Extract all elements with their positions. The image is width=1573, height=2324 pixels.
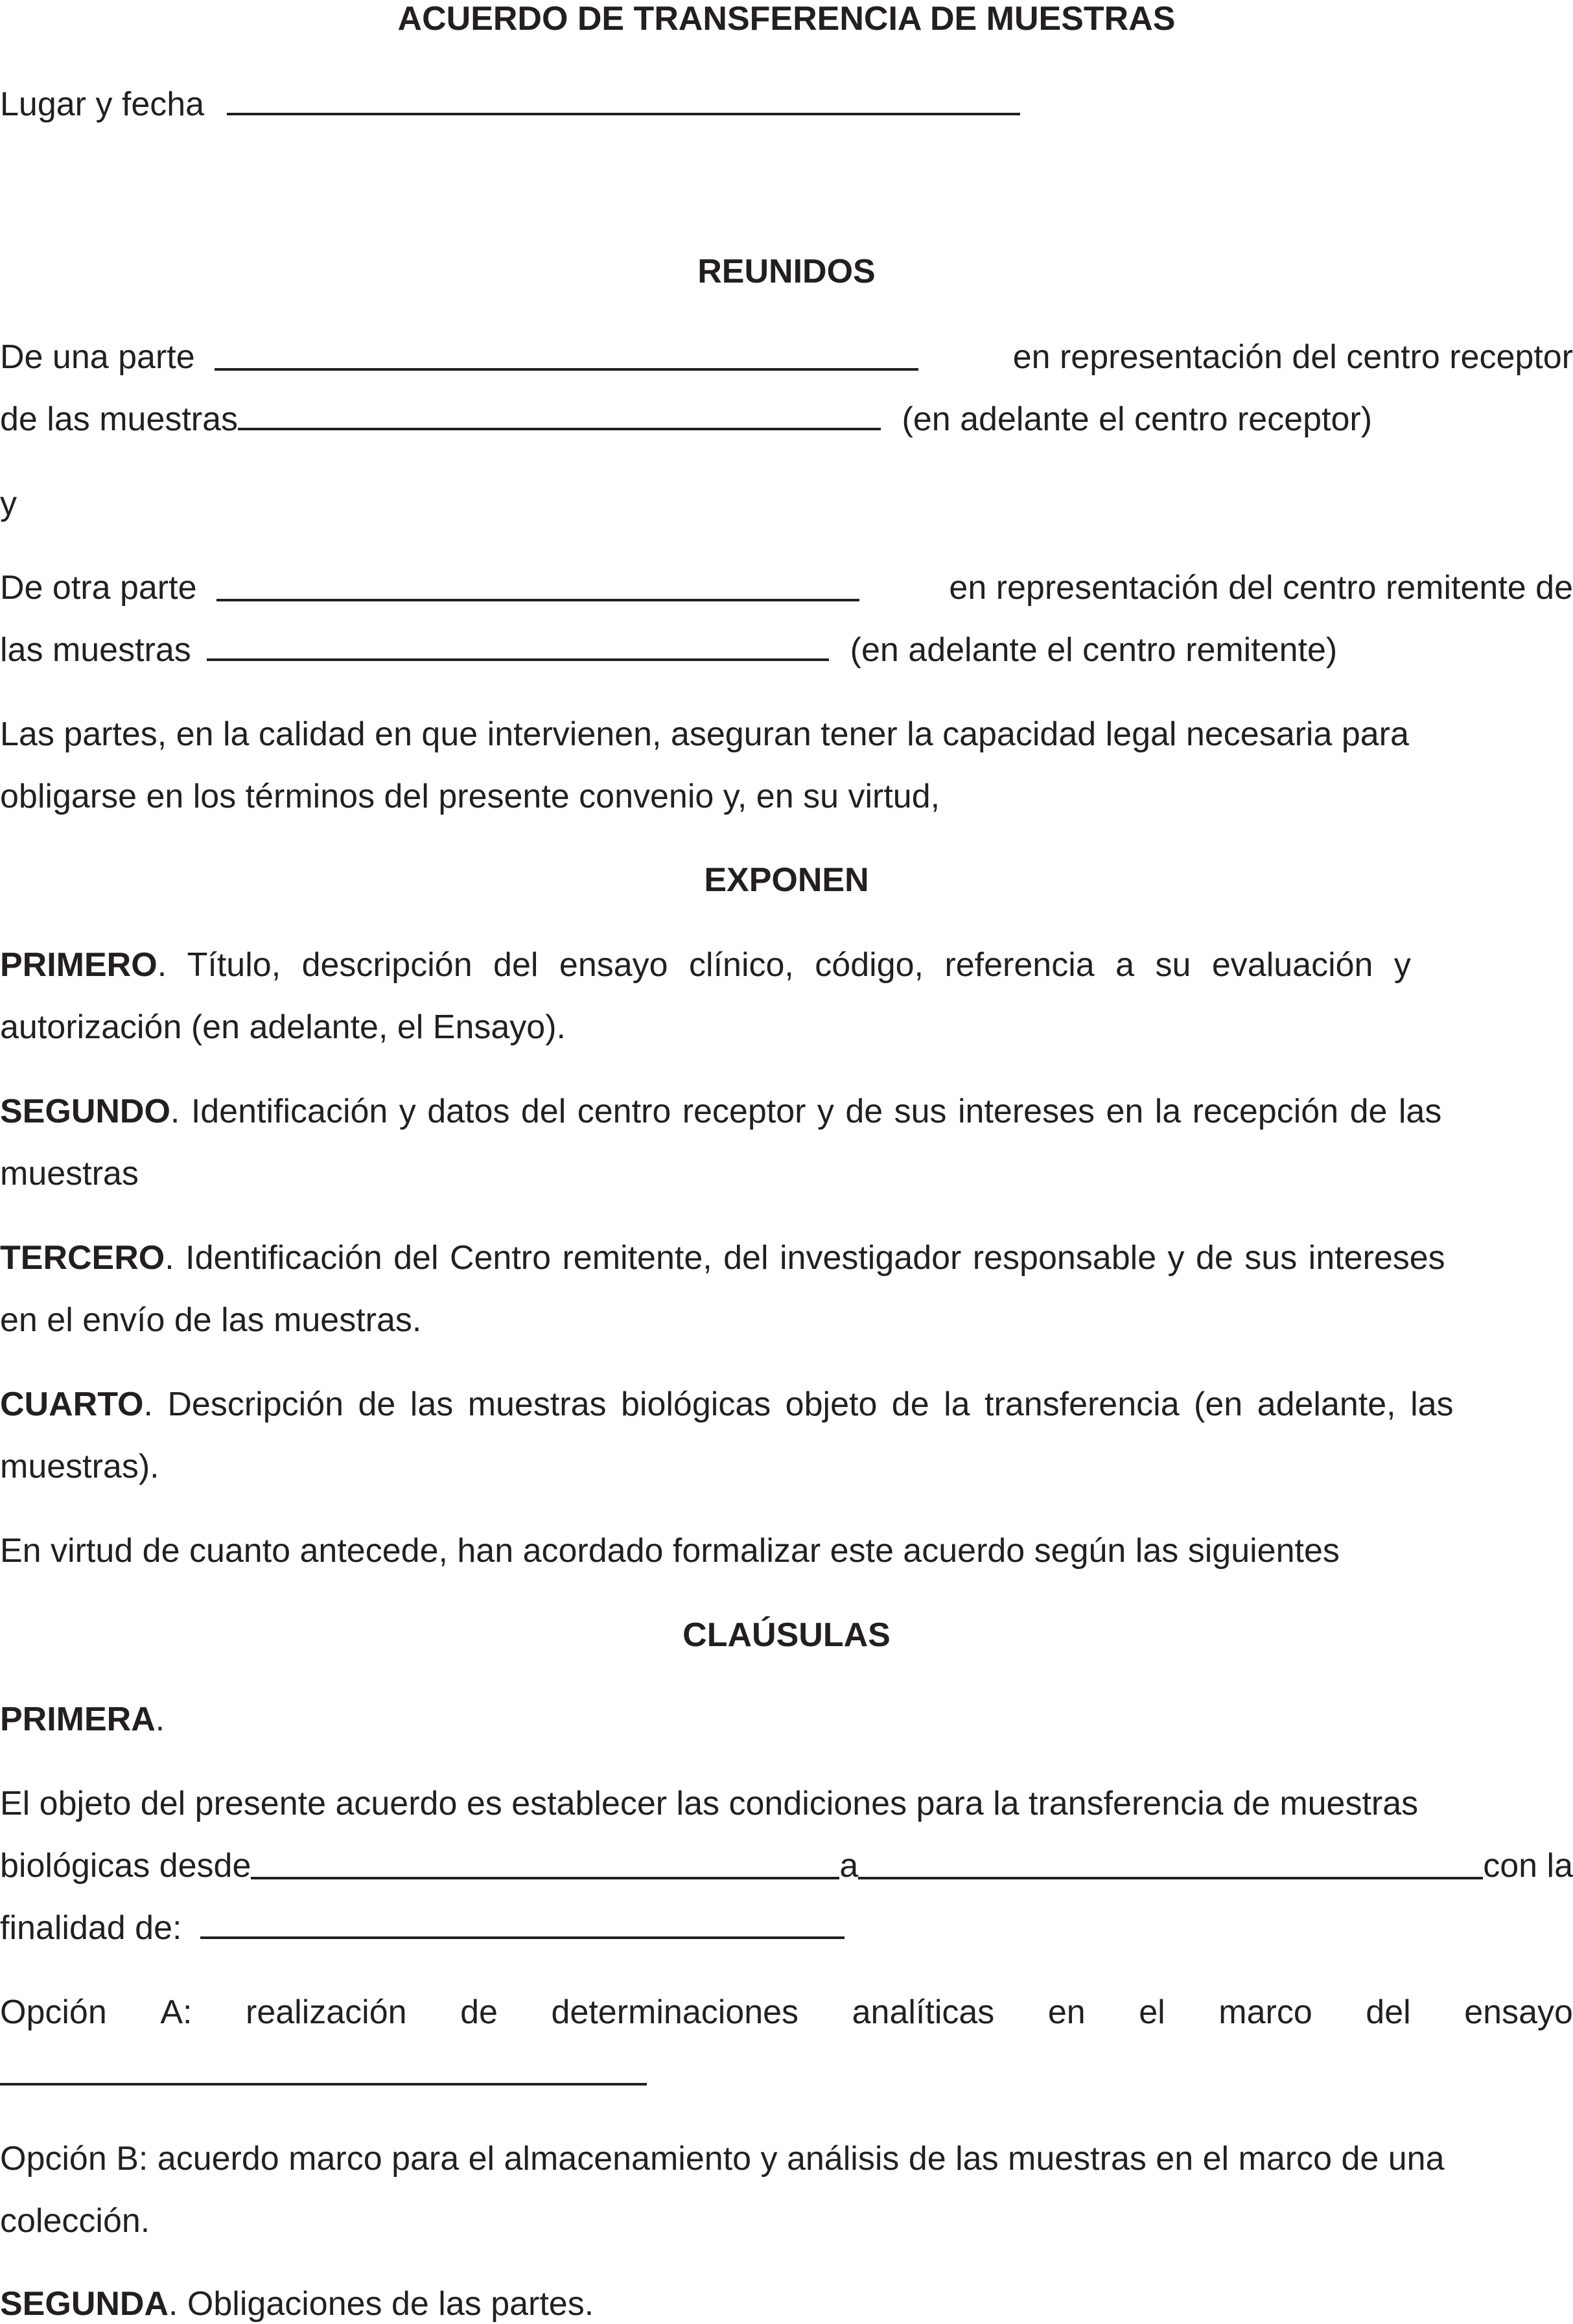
opcion-a-word: del [1366, 1993, 1411, 2031]
cuarto-label: CUARTO [0, 1386, 144, 1423]
document-title: ACUERDO DE TRANSFERENCIA DE MUESTRAS [397, 0, 1176, 38]
party-sender-line-2 [0, 630, 1573, 670]
segundo-line-2: muestras [0, 1155, 139, 1192]
opcion-a-word: A: [160, 1993, 192, 2031]
primero-line-1 [0, 945, 1573, 985]
objeto-a-text: a [839, 1847, 859, 1885]
opcion-a-word: realización [246, 1993, 407, 2031]
primera-dot: . [155, 1701, 165, 1738]
opcion-a-word: determinaciones [551, 1993, 799, 2031]
segunda-line [0, 2284, 1573, 2324]
objeto-line-2 [0, 1846, 1573, 1886]
place-date-blank [227, 84, 1020, 115]
primera-label: PRIMERA [0, 1701, 156, 1738]
opcion-a-word: Opción [0, 1993, 107, 2031]
receiver-center-blank [238, 399, 881, 430]
tercero-line-1 [0, 1238, 1573, 1278]
opcion-a-word: analíticas [852, 1993, 995, 2031]
receiver-center-note: (en adelante el centro receptor) [902, 401, 1373, 438]
objeto-line-3 [0, 1908, 1573, 1948]
primero-label: PRIMERO [0, 946, 157, 984]
origin-blank [251, 1848, 839, 1879]
opcion-a-word: el [1139, 1993, 1165, 2031]
destination-blank [858, 1848, 1483, 1879]
ensayo-blank [0, 2054, 647, 2086]
opcion-a-line [0, 1992, 1573, 2032]
opcion-a-word: marco [1218, 1993, 1312, 2031]
opcion-a-word: de [460, 1993, 498, 2031]
segundo-line-1 [0, 1091, 1573, 1132]
opcion-b-line-2: colección. [0, 2202, 150, 2240]
segunda-label: SEGUNDA [0, 2285, 169, 2323]
virtud-line: En virtud de cuanto antecede, han acordado formalizar este acuerdo según las siguientes [0, 1532, 1340, 1570]
receiver-representative-blank [215, 340, 918, 371]
party-receiver-line-1 [0, 337, 1573, 377]
capacity-line-2: obligarse en los términos del presente convenio y, en su virtud, [0, 778, 940, 815]
cuarto-text: . Descripción de las muestras biológicas objeto de la transferencia (en adelante, las [143, 1386, 1454, 1423]
party-receiver-line-2 [0, 399, 1573, 439]
primero-text: . Título, descripción del ensayo clínico, código, referencia a su evaluación y [157, 946, 1411, 984]
opcion-a-word: en [1047, 1993, 1086, 2031]
sender-center-blank [207, 630, 829, 661]
opcion-b-line-1: Opción B: acuerdo marco para el almacenamiento y análisis de las muestras en el marco de una [0, 2140, 1445, 2178]
party-sender-text-a: De otra parte [0, 569, 197, 607]
cuarto-line-2: muestras). [0, 1448, 159, 1485]
primero-line-2: autorización (en adelante, el Ensayo). [0, 1008, 566, 1046]
receiver-center-label: de las muestras [0, 401, 239, 438]
party-sender-line-1 [0, 568, 1573, 608]
sender-representative-blank [216, 570, 859, 601]
party-sender-text-b: en representación del centro remitente de [949, 569, 1573, 607]
tercero-label: TERCERO [0, 1239, 165, 1277]
finalidad-blank [200, 1908, 845, 1939]
objeto-desde-text: biológicas desde [0, 1847, 251, 1885]
place-date-label: Lugar y fecha [0, 86, 205, 123]
cuarto-line-1 [0, 1384, 1573, 1424]
sender-center-note: (en adelante el centro remitente) [850, 631, 1338, 669]
tercero-line-2: en el envío de las muestras. [0, 1301, 422, 1339]
opcion-a-word: ensayo [1464, 1993, 1573, 2031]
conjunction-y: y [0, 485, 17, 522]
exponen-heading: EXPONEN [704, 861, 869, 899]
opcion-a-blank-line [0, 2054, 1573, 2095]
segundo-label: SEGUNDO [0, 1093, 170, 1130]
place-date-line [0, 84, 1573, 124]
clausulas-heading: CLAÚSULAS [682, 1616, 891, 1654]
reunidos-heading: REUNIDOS [697, 253, 876, 290]
party-receiver-text-b: en representación del centro receptor [1012, 338, 1573, 376]
segunda-text: . Obligaciones de las partes. [169, 2285, 594, 2323]
objeto-line-1: El objeto del presente acuerdo es establecer las condiciones para la transferencia de muestras [0, 1785, 1419, 1822]
tercero-text: . Identificación del Centro remitente, del investigador responsable y de sus intereses [165, 1239, 1445, 1277]
sender-center-label: las muestras [0, 631, 191, 669]
objeto-con-la-text: con la [1483, 1847, 1573, 1885]
capacity-line-1: Las partes, en la calidad en que intervienen, aseguran tener la capacidad legal necesaria para [0, 715, 1409, 753]
segundo-text: . Identificación y datos del centro receptor y de sus intereses en la recepción de las [170, 1093, 1442, 1130]
party-receiver-text-a: De una parte [0, 338, 195, 376]
primera-line [0, 1699, 1573, 1739]
finalidad-label: finalidad de: [0, 1909, 182, 1947]
